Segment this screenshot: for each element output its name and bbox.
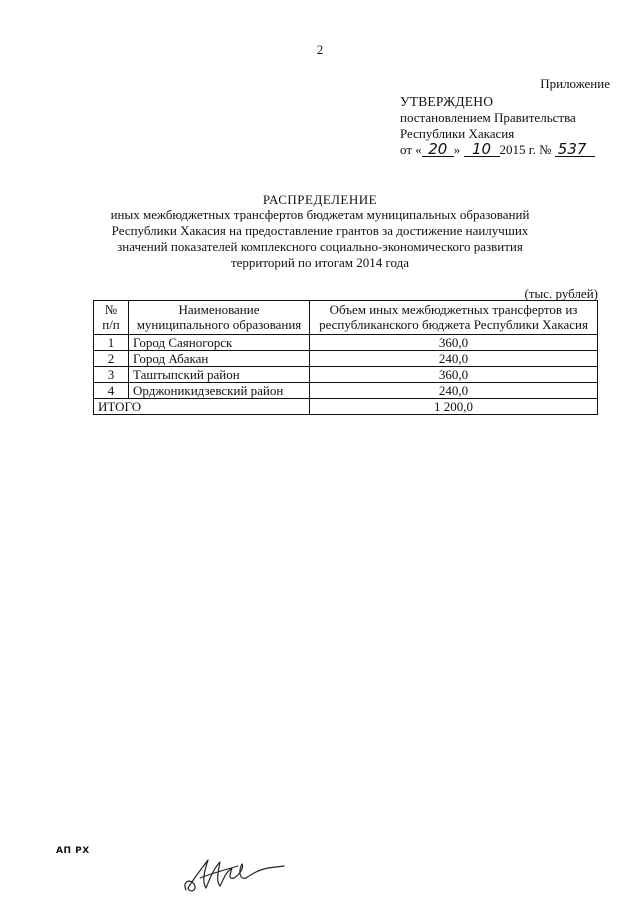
approval-block — [400, 94, 620, 158]
approval-title: УТВЕРЖДЕНО — [400, 94, 494, 109]
row-name: Город Абакан — [129, 351, 310, 367]
table-row — [94, 335, 598, 351]
row-num: 1 — [94, 335, 129, 351]
document-heading: РАСПРЕДЕЛЕНИЕ — [262, 192, 378, 207]
appendix-label: Приложение — [540, 76, 610, 91]
row-value: 240,0 — [310, 351, 598, 367]
table-row — [94, 367, 598, 383]
header-name: Наименование муниципального образования — [129, 301, 310, 335]
handwritten-month: 10 — [464, 142, 500, 157]
year-text: 2015 г. № — [499, 142, 552, 157]
approval-date-line — [400, 142, 620, 158]
total-value: 1 200,0 — [310, 399, 598, 415]
table-row — [94, 383, 598, 399]
row-name: Орджоникидзевский район — [129, 383, 310, 399]
row-num: 3 — [94, 367, 129, 383]
units-label: (тыс. рублей) — [524, 286, 598, 301]
header-num: № п/п — [94, 301, 129, 335]
footer-code: АП РХ — [56, 846, 90, 856]
page-number: 2 — [316, 42, 324, 57]
header-value: Объем иных межбюджетных трансфертов из республиканского бюджета Республики Хакасия — [310, 301, 598, 335]
row-name: Таштыпский район — [129, 367, 310, 383]
date-mid: » — [453, 142, 461, 157]
table-row — [94, 351, 598, 367]
distribution-table — [93, 300, 598, 415]
document-subtitle: иных межбюджетных трансфертов бюджетам муниципальных образований Республики Хакасия на предоставление грантов за достижение наилучших значений показателей комплексного социально-экономического развития территорий по итогам 2014 года — [110, 207, 530, 270]
row-value: 360,0 — [310, 335, 598, 351]
row-name: Город Саяногорск — [129, 335, 310, 351]
row-num: 2 — [94, 351, 129, 367]
total-label: ИТОГО — [94, 399, 310, 415]
total-row — [94, 399, 598, 415]
handwritten-number: 537 — [555, 142, 595, 157]
row-value: 240,0 — [310, 383, 598, 399]
row-value: 360,0 — [310, 367, 598, 383]
approval-line-2: Республики Хакасия — [400, 126, 515, 141]
approval-line-1: постановлением Правительства — [400, 110, 576, 125]
row-num: 4 — [94, 383, 129, 399]
handwritten-signature — [180, 838, 290, 903]
handwritten-day: 20 — [422, 142, 454, 157]
signature-icon — [180, 838, 290, 898]
date-prefix: от « — [400, 142, 422, 157]
table-header-row — [94, 301, 598, 335]
